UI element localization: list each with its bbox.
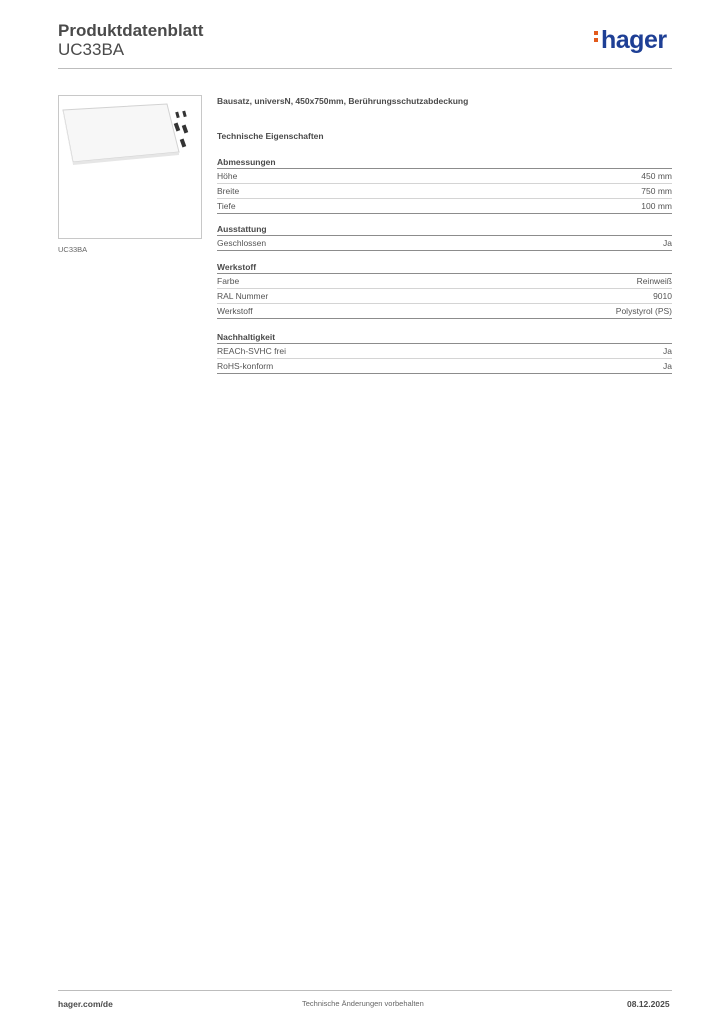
logo-dots-icon — [594, 28, 599, 45]
spec-row — [217, 184, 672, 199]
spec-value: Reinweiß — [636, 276, 672, 286]
section-title: Ausstattung — [217, 222, 672, 236]
product-image — [58, 95, 202, 239]
spec-row — [217, 169, 672, 184]
tech-properties-title: Technische Eigenschaften — [217, 131, 324, 141]
section-equipment — [217, 222, 672, 251]
footer-website-link[interactable]: hager.com/de — [58, 999, 113, 1009]
spec-row — [217, 289, 672, 304]
spec-row — [217, 274, 672, 289]
spec-value: 750 mm — [641, 186, 672, 196]
spec-label: Geschlossen — [217, 238, 267, 248]
spec-label: Farbe — [217, 276, 240, 286]
spec-row — [217, 199, 672, 214]
spec-label: REACh-SVHC frei — [217, 346, 286, 356]
cover-plate-image — [59, 96, 201, 238]
spec-value: Ja — [663, 361, 672, 371]
spec-value: 100 mm — [641, 201, 672, 211]
logo-text: hager — [601, 26, 667, 54]
section-title: Abmessungen — [217, 155, 672, 169]
spec-row — [217, 304, 672, 319]
product-description: Bausatz, universN, 450x750mm, Berührungsschutzabdeckung — [217, 96, 469, 106]
image-caption: UC33BA — [58, 245, 88, 254]
section-title: Werkstoff — [217, 260, 672, 274]
spec-label: Werkstoff — [217, 306, 253, 316]
hager-logo[interactable] — [594, 26, 667, 55]
spec-row — [217, 359, 672, 374]
spec-value: Ja — [663, 238, 672, 248]
section-title: Nachhaltigkeit — [217, 330, 672, 344]
spec-label: Höhe — [217, 171, 238, 181]
spec-value: 9010 — [653, 291, 672, 301]
footer-divider — [58, 990, 672, 991]
spec-label: RAL Nummer — [217, 291, 269, 301]
spec-label: Tiefe — [217, 201, 236, 211]
spec-label: RoHS-konform — [217, 361, 274, 371]
spec-value: 450 mm — [641, 171, 672, 181]
spec-row — [217, 236, 672, 251]
spec-value: Polystyrol (PS) — [615, 306, 672, 316]
spec-label: Breite — [217, 186, 240, 196]
section-dimensions — [217, 155, 672, 214]
section-sustainability — [217, 330, 672, 374]
product-code: UC33BA — [58, 40, 125, 59]
spec-value: Ja — [663, 346, 672, 356]
spec-row — [217, 344, 672, 359]
footer-date: 08.12.2025 — [627, 999, 670, 1009]
section-material — [217, 260, 672, 319]
document-title: Produktdatenblatt — [58, 21, 204, 40]
footer-notice: Technische Änderungen vorbehalten — [302, 999, 424, 1008]
header-divider — [58, 68, 672, 69]
